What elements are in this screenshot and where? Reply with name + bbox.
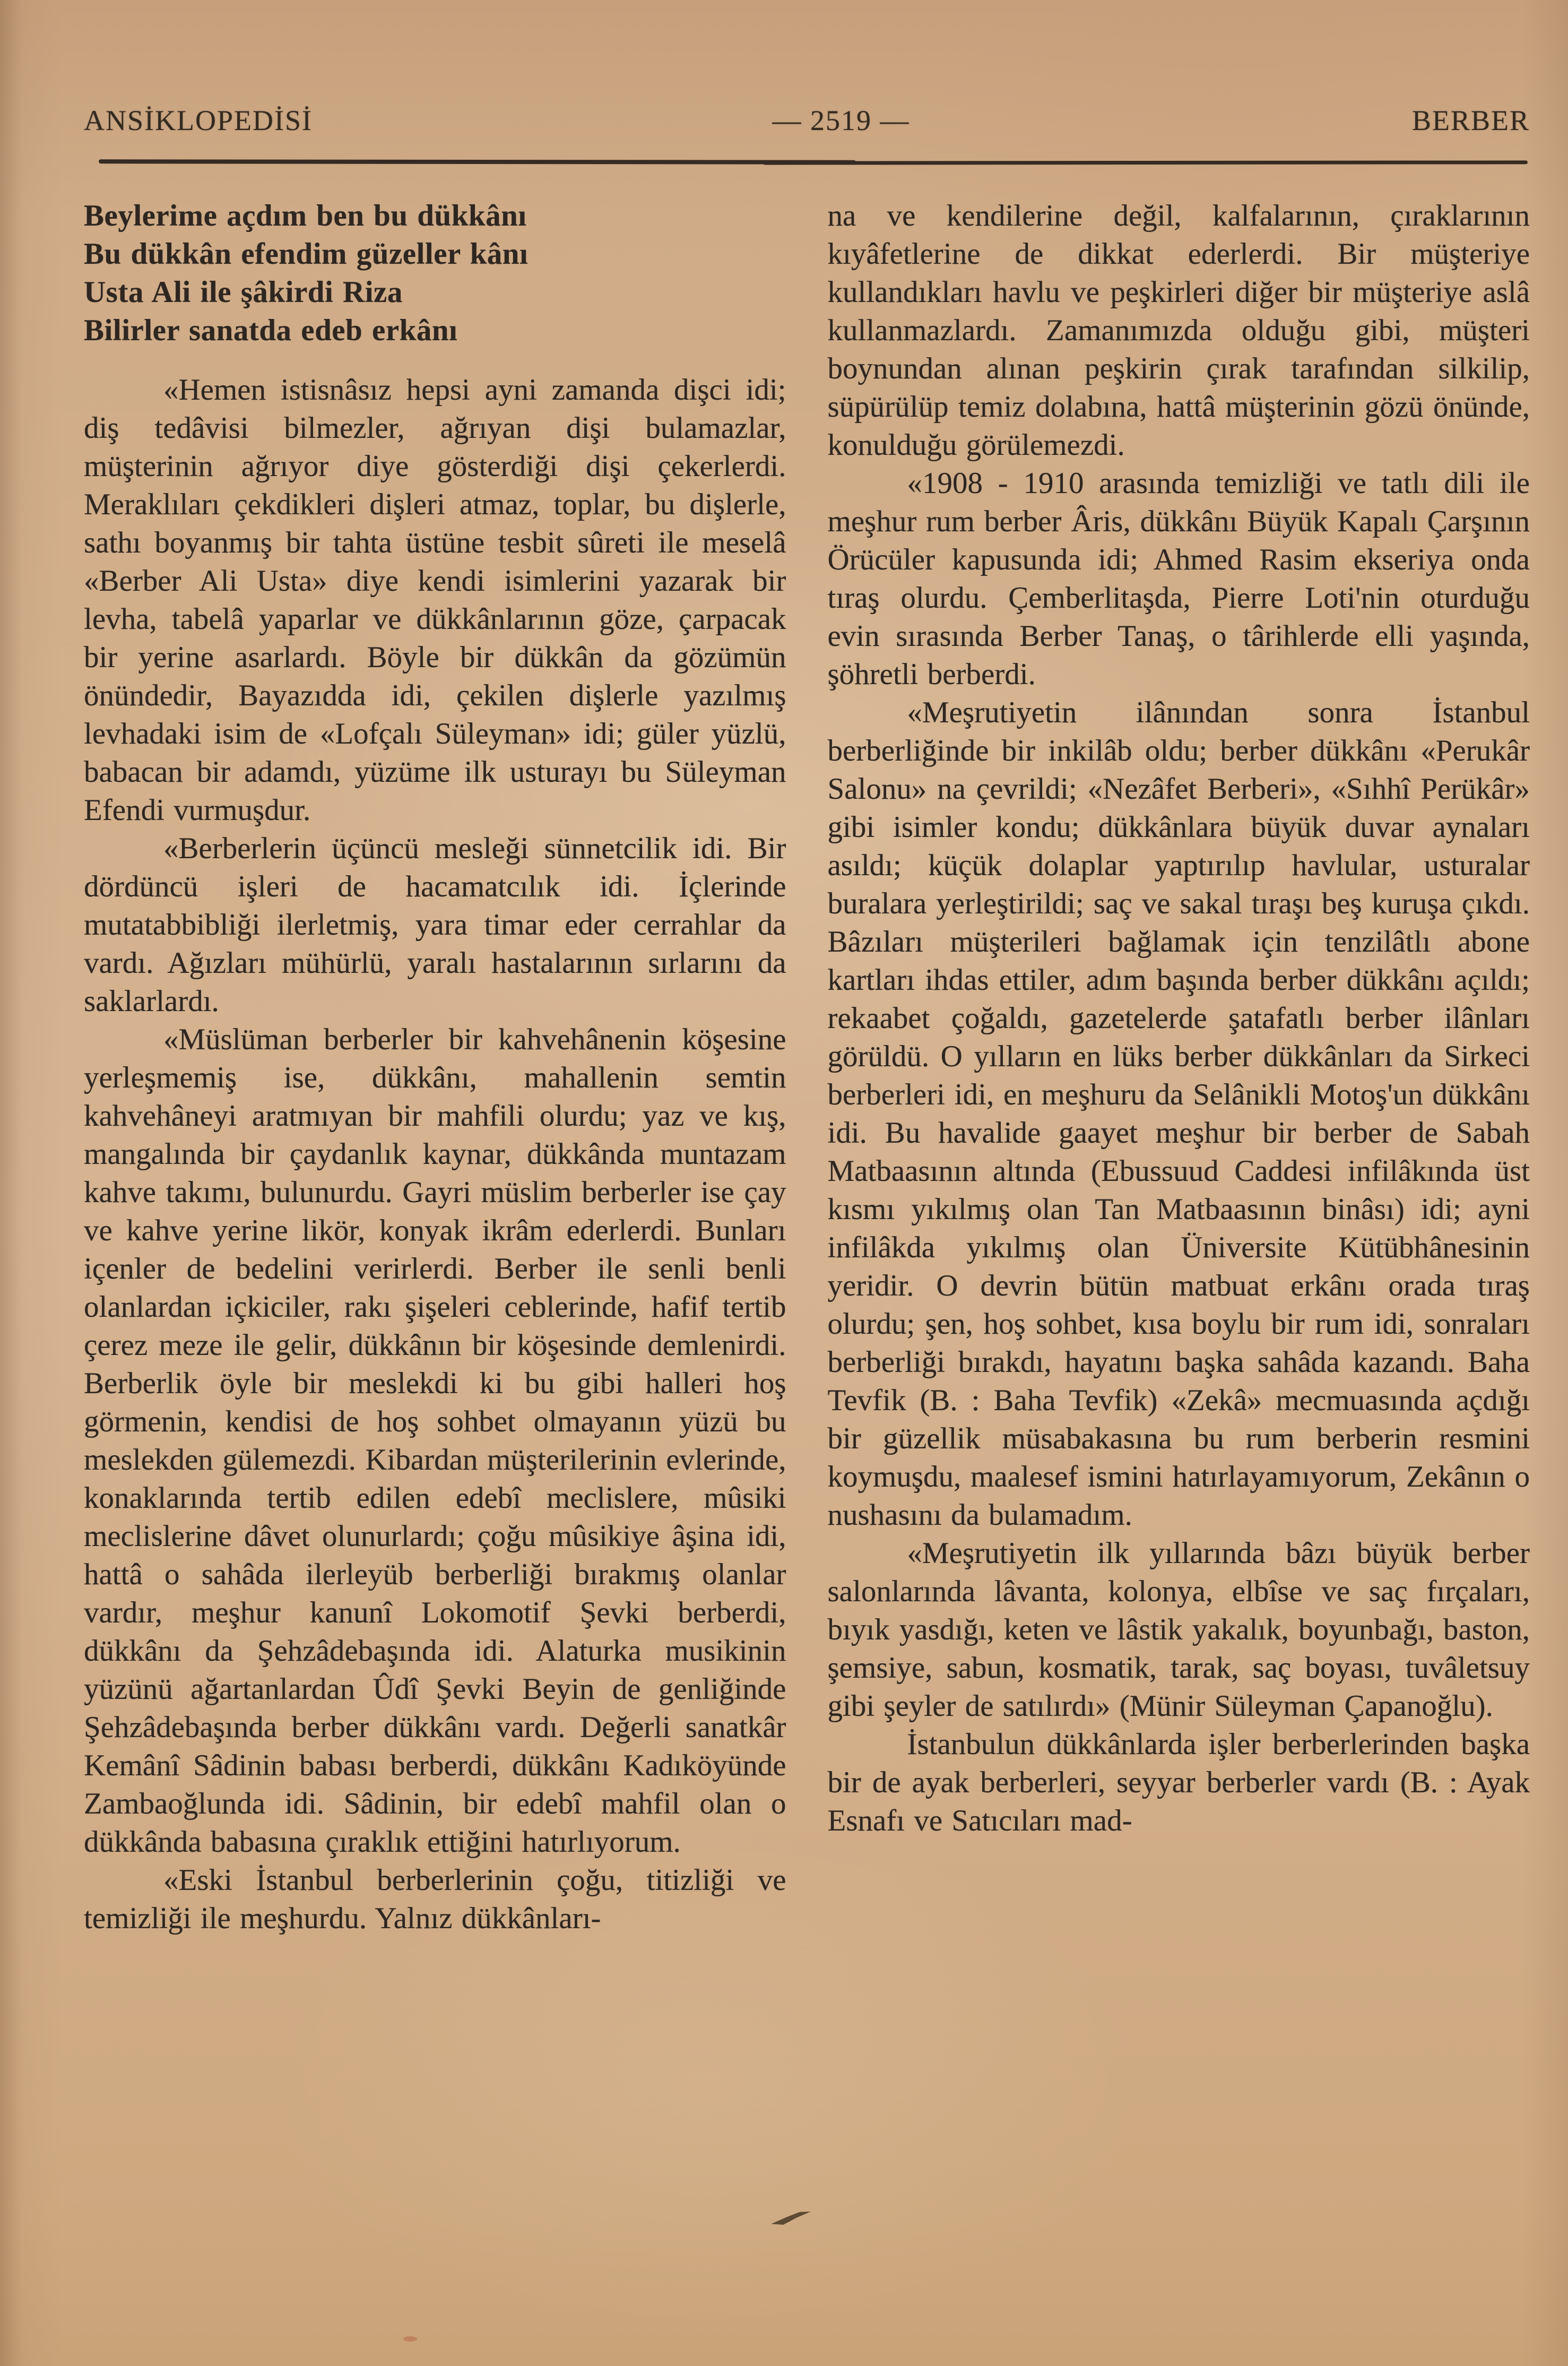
paragraph: «Eski İstanbul berberlerinin çoğu, titizliği ve temizliği ile meşhurdu. Yalnız dükkânları- bbox=[84, 1863, 786, 1935]
poem-line: Bu dükkân efendim güzeller kânı bbox=[84, 237, 529, 271]
masthead-article-title: BERBER bbox=[1411, 105, 1530, 136]
poem-line: Beylerime açdım ben bu dükkânı bbox=[84, 199, 527, 232]
masthead-work-title: ANSİKLOPEDİSİ bbox=[84, 105, 313, 136]
poem bbox=[84, 197, 786, 350]
poem-line: Bilirler sanatda edeb erkânı bbox=[84, 314, 458, 347]
paragraph: «Müslüman berberler bir kahvehânenin köşesine yerleşmemiş ise, dükkânı, mahallenin semtin kahvehâneyi aratmıyan bir mahfili olurdu; yaz ve kış, mangalında bir çaydanlık kaynar, dükkânda muntazam kahve takımı, bulunurdu. Gayri müslim berberler ise çay ve kahve yerine likör, konyak ikrâm ederlerdi. Bunları içenler de bedelini verirlerdi. Berber ile senli benli olanlardan içkiciler, rakı şişeleri ceblerinde, hafif tertib çerez meze ile gelir, dükkânın bir köşesinde demlenirdi. Berberlik öyle bir meslekdi ki bu gibi halleri hoş görmenin, kendisi de hoş sohbet olmayanın yüzü bu meslekden gülemezdi. Kibardan müşterilerinin evlerinde, konaklarında tertib edilen edebî meclislere, mûsiki meclislerine dâvet olunurlardı; çoğu mûsikiye âşina idi, hattâ o sahâda ilerleyüb berberliği bırakmış olanlar vardır, meşhur kanunî Lokomotif Şevki berberdi, dükkânı da Şehzâdebaşında idi. Alaturka musikinin yüzünü ağartanlardan Ûdî Şevki Beyin de genliğinde Şehzâdebaşında berber dükkânı vardı. Değerli sanatkâr Kemânî Sâdinin babası berberdi, dükkânı Kadıköyünde Zambaoğlunda idi. Sâdinin, bir edebî mahfil olan o dükkânda babasına çıraklık ettiğini hatırlıyorum. bbox=[84, 1023, 786, 1859]
page-header bbox=[84, 104, 1530, 137]
paragraph: «1908 - 1910 arasında temizliği ve tatlı dili ile meşhur rum berber Âris, dükkânı Büyük Kapalı Çarşının Örücüler kapusunda idi; Ahmed Rasim ekseriya onda tıraş olurdu. Çemberlitaşda, Pierre Loti'nin oturduğu evin sırasında Berber Tanaş, o târihlerde elli yaşında, şöhretli berberdi. bbox=[827, 467, 1530, 691]
ink-smudge bbox=[770, 2209, 812, 2227]
paper-stain bbox=[403, 2336, 417, 2342]
header-rule-left-segment bbox=[99, 159, 856, 164]
header-rule bbox=[99, 159, 1528, 164]
right-column bbox=[828, 197, 1530, 1938]
paragraph: İstanbulun dükkânlarda işler berberlerinden başka bir de ayak berberleri, seyyar berberler vardı (B. : Ayak Esnafı ve Satıcıları mad- bbox=[827, 1728, 1530, 1837]
two-column-text bbox=[84, 197, 1530, 1938]
paragraph: «Meşrutiyetin ilânından sonra İstanbul berberliğinde bir inkilâb oldu; berber dükkânı «Perukâr Salonu» na çevrildi; «Nezâfet Berberi», «Sıhhî Perükâr» gibi isimler kondu; dükkânlara büyük duvar aynaları asıldı; küçük dolaplar yaptırılıp havlular, usturalar buralara yerleştirildi; saç ve sakal tıraşı beş kuruşa çıkdı. Bâzıları müşterileri bağlamak için tenzilâtlı abone kartları ihdas ettiler, adım başında berber dükkânı açıldı; rekaabet çoğaldı, gazetelerde şatafatlı berber ilânları görüldü. O yılların en lüks berber dükkânları da Sirkeci berberleri idi, en meşhuru da Selânikli Motoş'un dükkânı idi. Bu havalide gaayet meşhur bir berber de Sabah Matbaasının altında (Ebussuud Caddesi infilâkında üst kısmı yıkılmış olan Tan Matbaasının binâsı) idi; ayni infilâkda yıkılmış olan Üniversite Kütübhânesinin yeridir. O devrin bütün matbuat erkânı orada tıraş olurdu; şen, hoş sohbet, kısa boylu bir rum idi, sonraları berberliği bırakdı, hayatını başka sahâda kazandı. Baha Tevfik (B. : Baha Tevfik) «Zekâ» mecmuasında açdığı bir güzellik müsabakasına bu rum berberin resmini koymuşdu, maalesef ismini hatırlayamıyorum, Zekânın o nushasını da bulamadım. bbox=[827, 696, 1530, 1532]
page-number: — 2519 — bbox=[772, 105, 910, 136]
paragraph-continuation: na ve kendilerine değil, kalfalarının, çıraklarının kıyâfetlerine de dikkat ederlerdi. Bir müşteriye kullandıkları havlu ve peşkirleri diğer bir müşteriye aslâ kullanmazlardı. Zamanımızda olduğu gibi, müşteri boynundan alınan peşkirin çırak tarafından silkilip, süpürülüp temiz dolabına, hattâ müşterinin gözü önünde, konulduğu görülemezdi. bbox=[827, 199, 1530, 462]
paragraph: «Meşrutiyetin ilk yıllarında bâzı büyük berber salonlarında lâvanta, kolonya, elbîse ve saç fırçaları, bıyık yasdığı, keten ve lâstik yakalık, boyunbağı, baston, şemsiye, sabun, kosmatik, tarak, saç boyası, tuvâletsuy gibi şeyler de satılırdı» (Münir Süleyman Çapanoğlu). bbox=[827, 1536, 1530, 1723]
header-rule-right-segment bbox=[763, 160, 1528, 165]
paragraph: «Berberlerin üçüncü mesleği sünnetcilik idi. Bir dördüncü işleri de hacamatcılık idi. İçlerinde mutatabbibliği ilerletmiş, yara timar eder cerrahlar da vardı. Ağızları mühürlü, yaralı hastalarının sırlarını da saklarlardı. bbox=[84, 832, 786, 1018]
left-column bbox=[84, 197, 786, 1938]
paragraph: «Hemen istisnâsız hepsi ayni zamanda dişci idi; diş tedâvisi bilmezler, ağrıyan dişi bulamazlar, müşterinin ağrıyor diye gösterdiği dişi çekerlerdi. Meraklıları çekdikleri dişleri atmaz, toplar, bu dişlerle, sathı boyanmış bir tahta üstüne tesbit sûreti ile meselâ «Berber Ali Usta» diye kendi isimlerini yazarak bir levha, tabelâ yaparlar ve dükkânlarının göze, çarpacak bir yerine asarlardı. Böyle bir dükkân da gözümün önündedir, Bayazıdda idi, çekilen dişlerle yazılmış levhadaki isim de «Lofçalı Süleyman» idi; güler yüzlü, babacan bir adamdı, yüzüme ilk usturayı bu Süleyman Efendi vurmuşdur. bbox=[84, 373, 786, 827]
poem-line: Usta Ali ile şâkirdi Riza bbox=[84, 275, 403, 309]
